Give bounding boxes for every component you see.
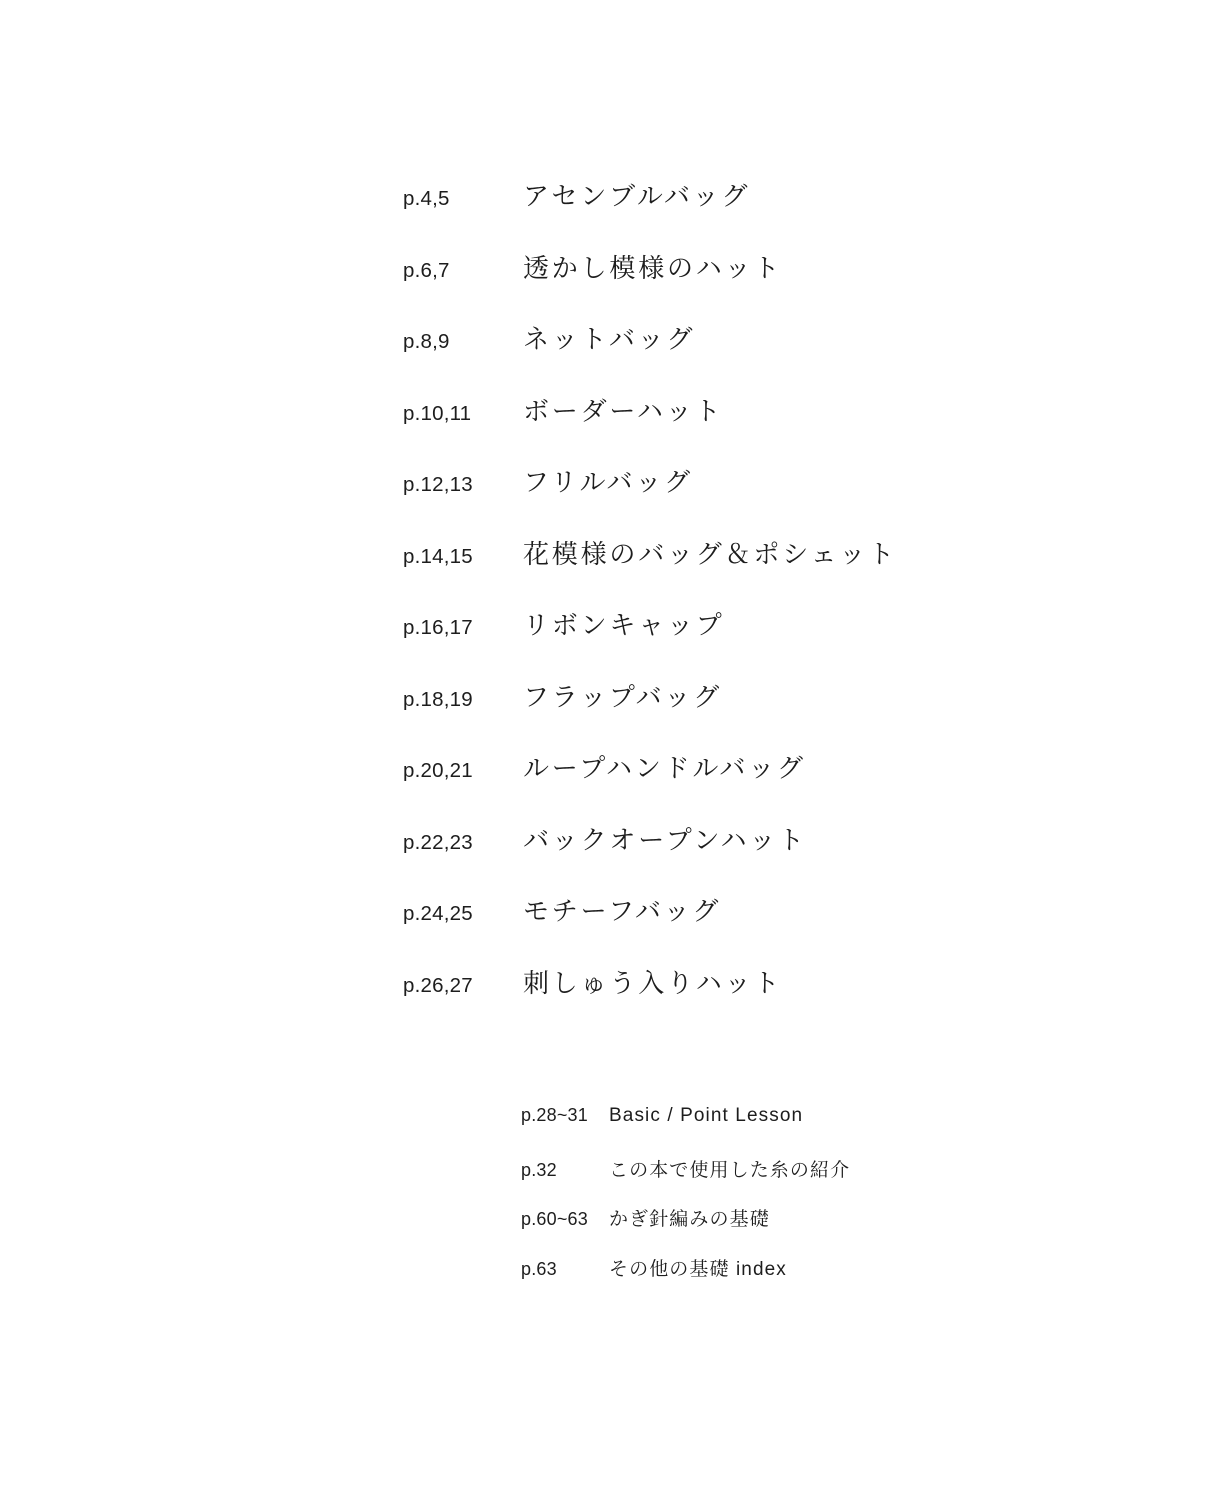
entry-page-number: p.10,11: [403, 401, 472, 425]
list-item[interactable]: [403, 748, 1003, 820]
list-item[interactable]: [403, 605, 1003, 677]
list-item[interactable]: [403, 677, 1003, 749]
entry-page-number: p.20,21: [403, 759, 473, 782]
list-item[interactable]: [403, 891, 1003, 963]
list-item[interactable]: [403, 248, 1003, 320]
list-item[interactable]: [403, 963, 1003, 1035]
list-item[interactable]: [403, 319, 1003, 391]
entry-page-number: p.32: [521, 1159, 557, 1180]
entry-page-number: p.24,25: [403, 902, 473, 925]
entry-title: かぎ針編みの基礎: [609, 1209, 770, 1230]
entry-page-number: p.6,7: [403, 258, 450, 282]
entry-title: Basic / Point Lesson: [609, 1105, 804, 1126]
entry-title: モチーフバッグ: [523, 896, 722, 926]
entry-page-number: p.4,5: [403, 187, 450, 210]
list-item[interactable]: [521, 1254, 1041, 1304]
entry-page-number: p.26,27: [403, 973, 473, 997]
entry-title: フラップバッグ: [523, 681, 723, 712]
entry-title: リボンキャップ: [523, 610, 725, 640]
list-item[interactable]: [403, 820, 1003, 892]
entry-page-number: p.22,23: [403, 830, 473, 854]
list-item[interactable]: [521, 1155, 1041, 1205]
entry-title: 透かし模様のハット: [523, 252, 783, 283]
list-item[interactable]: [403, 391, 1003, 463]
entry-title: 花模様のバッグ＆ポシェット: [523, 538, 897, 569]
entry-title: その他の基礎 index: [609, 1258, 787, 1280]
entry-title: この本で使用した糸の紹介: [609, 1159, 851, 1181]
entry-page-number: p.60~63: [521, 1209, 588, 1229]
entry-title: ボーダーハット: [523, 395, 724, 426]
entry-page-number: p.63: [521, 1258, 557, 1279]
entry-title: フリルバッグ: [523, 467, 693, 497]
entry-page-number: p.8,9: [403, 330, 450, 353]
contents-appendix-list: [521, 1105, 1041, 1303]
entry-page-number: p.18,19: [403, 687, 473, 711]
list-item[interactable]: [521, 1204, 1041, 1254]
entry-page-number: p.14,15: [403, 544, 473, 568]
entry-title: 刺しゅう入りハット: [523, 967, 783, 998]
list-item[interactable]: [403, 176, 1003, 248]
entry-page-number: p.16,17: [403, 616, 473, 639]
entry-page-number: p.28~31: [521, 1105, 588, 1125]
list-item[interactable]: [403, 462, 1003, 534]
contents-main-list: [403, 176, 1003, 1034]
entry-title: ループハンドルバッグ: [523, 753, 806, 783]
list-item[interactable]: [403, 534, 1003, 606]
entry-title: アセンブルバッグ: [523, 181, 751, 211]
entry-title: バックオープンハット: [523, 824, 807, 855]
list-item[interactable]: [521, 1105, 1041, 1155]
entry-title: ネットバッグ: [523, 324, 696, 354]
entry-page-number: p.12,13: [403, 473, 473, 496]
